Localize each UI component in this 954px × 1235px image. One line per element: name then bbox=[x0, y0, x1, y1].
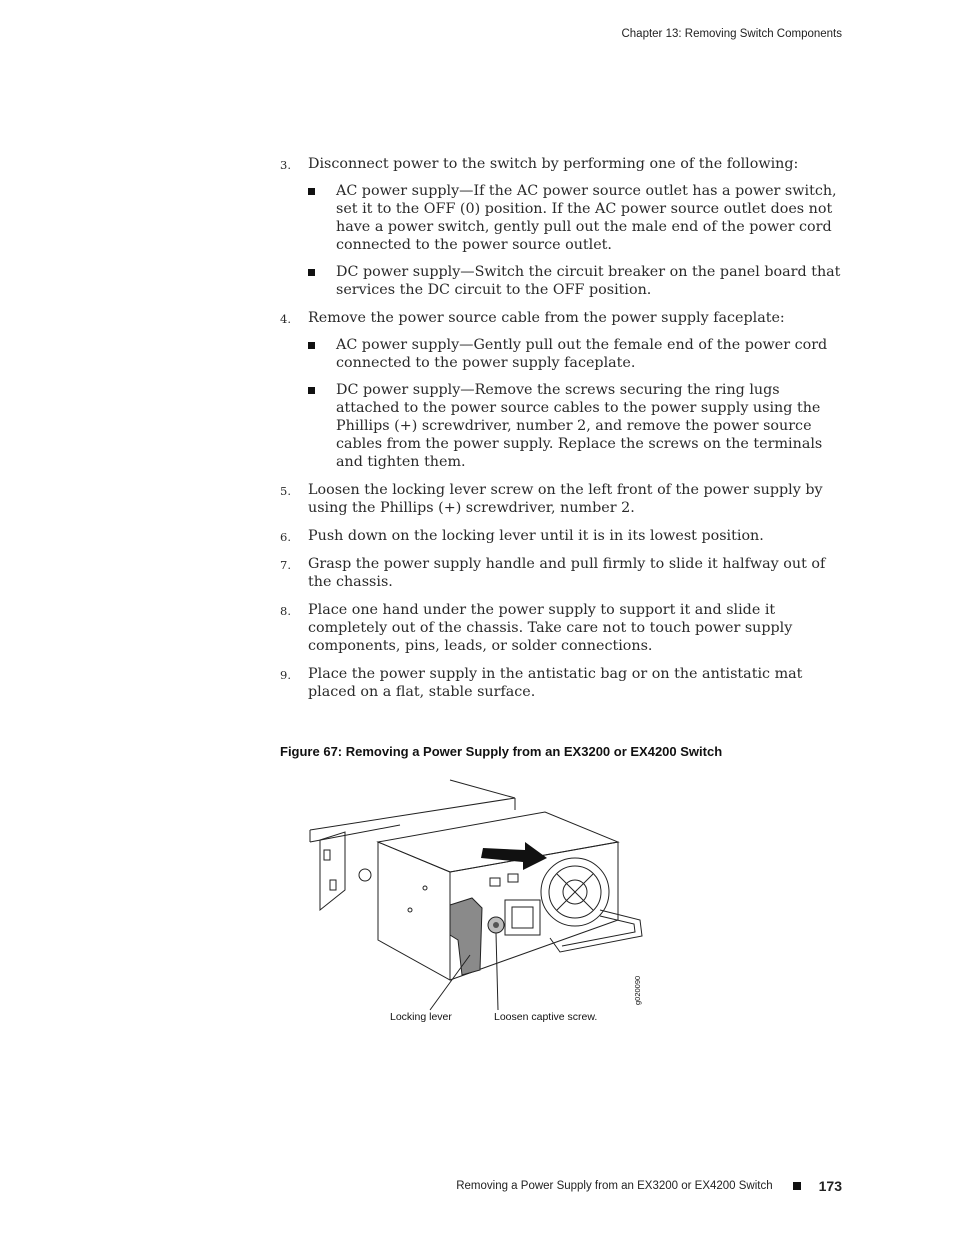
label-captive-screw: Loosen captive screw. bbox=[494, 1011, 598, 1023]
bullet-text: DC power supply—Remove the screws securing the ring lugs attached to the power source cables to the power supply using the Phillips (+) screwdriver, number 2, and remove the power source cables from the power supply. Replace the screws on the terminals and tighten them. bbox=[336, 382, 823, 470]
step-number: 5. bbox=[280, 484, 291, 498]
bullet-square-icon bbox=[308, 269, 315, 276]
screw-callout-line bbox=[496, 933, 498, 1010]
chassis-side-panel bbox=[320, 832, 345, 910]
step-text: Loosen the locking lever screw on the left front of the power supply by using the Phillips (+) screwdriver, number 2. bbox=[308, 482, 823, 516]
psu-side-face bbox=[378, 842, 450, 980]
step-5 bbox=[280, 481, 844, 517]
bullet-item bbox=[308, 182, 844, 254]
bullet-list bbox=[308, 182, 844, 299]
footer-separator-icon bbox=[793, 1182, 801, 1190]
label-locking-lever: Locking lever bbox=[390, 1011, 452, 1023]
figure-id: g020090 bbox=[633, 975, 642, 1005]
step-number: 4. bbox=[280, 312, 291, 326]
step-7 bbox=[280, 555, 844, 591]
step-8 bbox=[280, 601, 844, 655]
step-text: Grasp the power supply handle and pull firmly to slide it halfway out of the chassis. bbox=[308, 556, 826, 590]
step-6 bbox=[280, 527, 844, 545]
procedure-steps bbox=[280, 155, 844, 711]
footer-title: Removing a Power Supply from an EX3200 or EX4200 Switch bbox=[456, 1180, 773, 1192]
step-text: Place the power supply in the antistatic bag or on the antistatic mat placed on a flat, stable surface. bbox=[308, 666, 803, 700]
bullet-square-icon bbox=[308, 387, 315, 394]
step-number: 7. bbox=[280, 558, 291, 572]
step-number: 6. bbox=[280, 530, 291, 544]
ac-inlet bbox=[505, 900, 540, 935]
figure-caption: Figure 67: Removing a Power Supply from an EX3200 or EX4200 Switch bbox=[280, 744, 723, 759]
chassis-top-edge bbox=[310, 798, 515, 830]
step-4 bbox=[280, 309, 844, 471]
chassis-back-edge bbox=[450, 780, 515, 798]
step-number: 9. bbox=[280, 668, 291, 682]
bullet-item bbox=[308, 336, 844, 372]
bullet-text: DC power supply—Switch the circuit breaker on the panel board that services the DC circuit to the OFF position. bbox=[336, 264, 841, 298]
step-text: Place one hand under the power supply to support it and slide it completely out of the chassis. Take care not to touch power supply components, pins, leads, or solder connections. bbox=[308, 602, 793, 654]
bullet-item bbox=[308, 263, 844, 299]
step-number: 3. bbox=[280, 158, 291, 172]
step-text: Push down on the locking lever until it is in its lowest position. bbox=[308, 528, 764, 544]
bullet-text: AC power supply—If the AC power source outlet has a power switch, set it to the OFF (0) position. If the AC power source outlet does not have a power switch, gently pull out the male end of the power cord connected to the power source outlet. bbox=[336, 183, 837, 253]
bullet-text: AC power supply—Gently pull out the female end of the power cord connected to the power supply faceplate. bbox=[336, 337, 828, 371]
bullet-list bbox=[308, 336, 844, 471]
step-number: 8. bbox=[280, 604, 291, 618]
bullet-square-icon bbox=[308, 342, 315, 349]
bullet-square-icon bbox=[308, 188, 315, 195]
locking-lever bbox=[450, 898, 482, 975]
step-9 bbox=[280, 665, 844, 701]
page-number: 173 bbox=[818, 1178, 842, 1194]
bullet-item bbox=[308, 381, 844, 471]
step-text: Remove the power source cable from the power supply faceplate: bbox=[308, 310, 785, 326]
step-3 bbox=[280, 155, 844, 299]
page-footer bbox=[456, 1178, 842, 1194]
power-supply-illustration bbox=[300, 770, 660, 1030]
step-text: Disconnect power to the switch by performing one of the following: bbox=[308, 156, 799, 172]
running-header: Chapter 13: Removing Switch Components bbox=[621, 28, 842, 40]
pull-arrow-icon bbox=[481, 842, 547, 870]
